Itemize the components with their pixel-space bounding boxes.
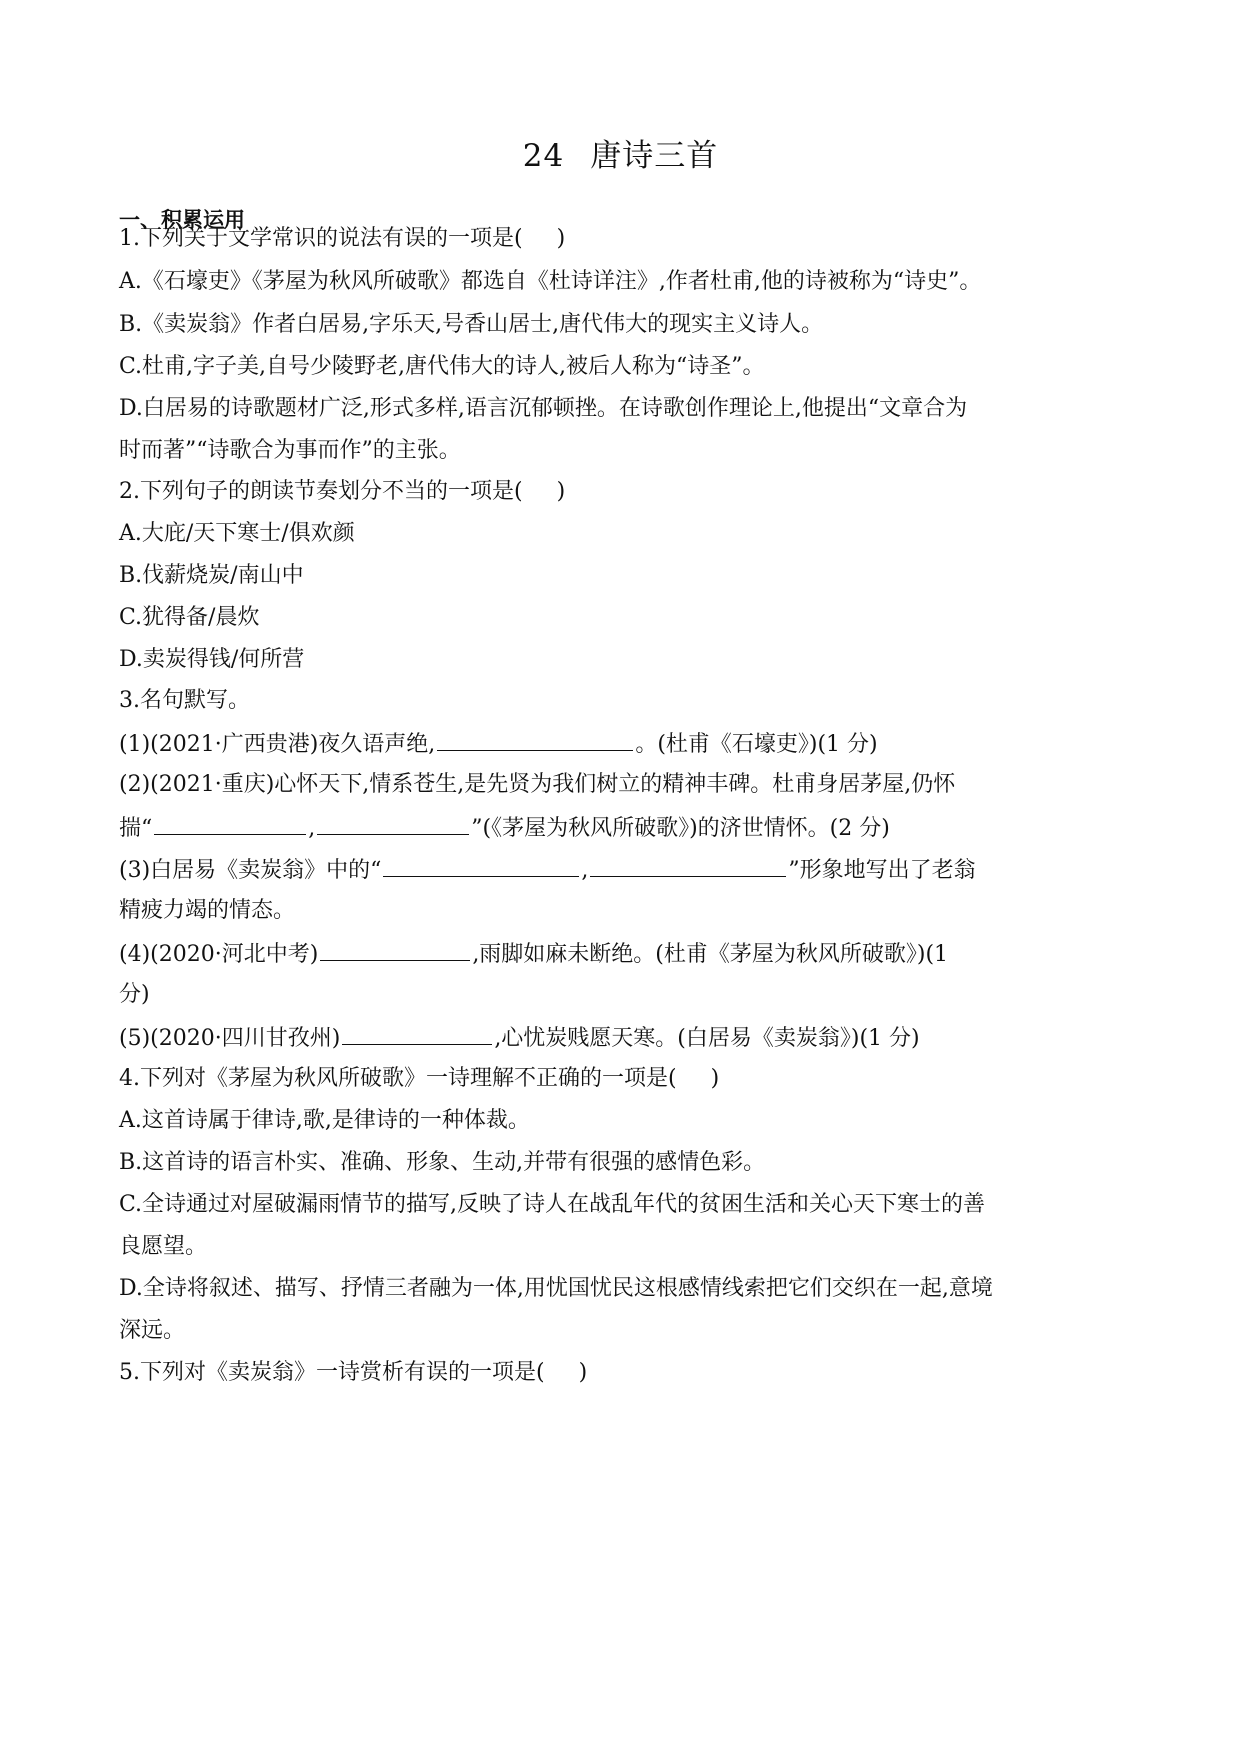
fill-blank[interactable]	[154, 812, 306, 835]
bracket-close: )	[556, 226, 566, 251]
question-3-part-3-line2: 精疲力竭的情态。	[119, 898, 296, 923]
fill-blank[interactable]	[590, 854, 786, 877]
question-3-part-2-line2	[119, 812, 890, 844]
question-1-text: 1.下列关于文学常识的说法有误的一项是(	[119, 226, 523, 251]
question-4-option-b: B.这首诗的语言朴实、准确、形象、生动,并带有很强的感情色彩。	[119, 1150, 766, 1175]
part-4-source: ,雨脚如麻未断绝。(杜甫《茅屋为秋风所破歌》)(1	[472, 942, 949, 967]
bracket-close: )	[578, 1360, 588, 1385]
bracket-close: )	[556, 479, 566, 504]
question-1-option-d-line1: D.白居易的诗歌题材广泛,形式多样,语言沉郁顿挫。在诗歌创作理论上,他提出“文章合为	[119, 396, 968, 421]
part-2-source: ”(《茅屋为秋风所破歌》)的济世情怀。(2 分)	[471, 816, 890, 841]
question-3-part-4-line2: 分)	[119, 982, 150, 1007]
question-4-option-d-line1: D.全诗将叙述、描写、抒情三者融为一体,用忧国忧民这根感情线索把它们交织在一起,意境	[119, 1276, 993, 1301]
lesson-title: 唐诗三首	[590, 138, 719, 174]
question-1-stem	[119, 224, 565, 254]
question-5-text: 5.下列对《卖炭翁》一诗赏析有误的一项是(	[119, 1360, 545, 1385]
page-title	[0, 130, 1241, 175]
question-3-stem: 3.名句默写。	[119, 688, 250, 713]
comma: ,	[581, 858, 589, 883]
question-1-option-b: B.《卖炭翁》作者白居易,字乐天,号香山居士,唐代伟大的现实主义诗人。	[119, 312, 824, 337]
question-4-option-a: A.这首诗属于律诗,歌,是律诗的一种体裁。	[119, 1108, 530, 1133]
part-3-suffix: ”形象地写出了老翁	[788, 858, 976, 883]
question-3-part-5	[119, 1022, 920, 1054]
part-5-prompt: (5)(2020·四川甘孜州)	[119, 1026, 341, 1051]
question-2-stem	[119, 477, 565, 507]
question-3-part-4-line1	[119, 938, 948, 970]
question-4-option-c-line1: C.全诗通过对屋破漏雨情节的描写,反映了诗人在战乱年代的贫困生活和关心天下寒士的善	[119, 1192, 986, 1217]
part-1-prompt: (1)(2021·广西贵港)夜久语声绝,	[119, 732, 436, 757]
part-1-source: 。(杜甫《石壕吏》)(1 分)	[635, 732, 878, 757]
question-5-stem	[119, 1358, 587, 1388]
question-2-option-d: D.卖炭得钱/何所营	[119, 647, 305, 672]
fill-blank[interactable]	[342, 1022, 492, 1045]
comma: ,	[308, 816, 316, 841]
section-heading: 一、积累运用	[119, 208, 245, 232]
question-4-option-d-line2: 深远。	[119, 1318, 186, 1343]
fill-blank[interactable]	[437, 728, 633, 751]
question-3-part-2-line1: (2)(2021·重庆)心怀天下,情系苍生,是先贤为我们树立的精神丰碑。杜甫身居茅屋,仍怀	[119, 772, 956, 797]
question-1-option-c: C.杜甫,字子美,自号少陵野老,唐代伟大的诗人,被后人称为“诗圣”。	[119, 354, 765, 379]
question-2-text: 2.下列句子的朗读节奏划分不当的一项是(	[119, 479, 523, 504]
part-5-source: ,心忧炭贱愿天寒。(白居易《卖炭翁》)(1 分)	[494, 1026, 920, 1051]
lesson-number: 24	[522, 138, 565, 174]
question-2-option-c: C.犹得备/晨炊	[119, 605, 260, 630]
question-4-option-c-line2: 良愿望。	[119, 1234, 208, 1259]
bracket-close: )	[710, 1066, 720, 1091]
question-1-option-d-line2: 时而著”“诗歌合为事而作”的主张。	[119, 438, 461, 463]
fill-blank[interactable]	[383, 854, 579, 877]
fill-blank[interactable]	[320, 938, 470, 961]
part-2-prompt: 揣“	[119, 816, 153, 841]
question-3-part-1	[119, 728, 878, 760]
question-2-option-b: B.伐薪烧炭/南山中	[119, 563, 304, 588]
question-4-stem	[119, 1064, 719, 1094]
question-1-option-a: A.《石壕吏》《茅屋为秋风所破歌》都选自《杜诗详注》,作者杜甫,他的诗被称为“诗史”。	[119, 269, 982, 294]
question-3-part-3-line1	[119, 854, 976, 886]
question-2-option-a: A.大庇/天下寒士/俱欢颜	[119, 521, 355, 546]
part-4-prompt: (4)(2020·河北中考)	[119, 942, 319, 967]
fill-blank[interactable]	[317, 812, 469, 835]
part-3-prompt: (3)白居易《卖炭翁》中的“	[119, 858, 382, 883]
question-4-text: 4.下列对《茅屋为秋风所破歌》一诗理解不正确的一项是(	[119, 1066, 677, 1091]
